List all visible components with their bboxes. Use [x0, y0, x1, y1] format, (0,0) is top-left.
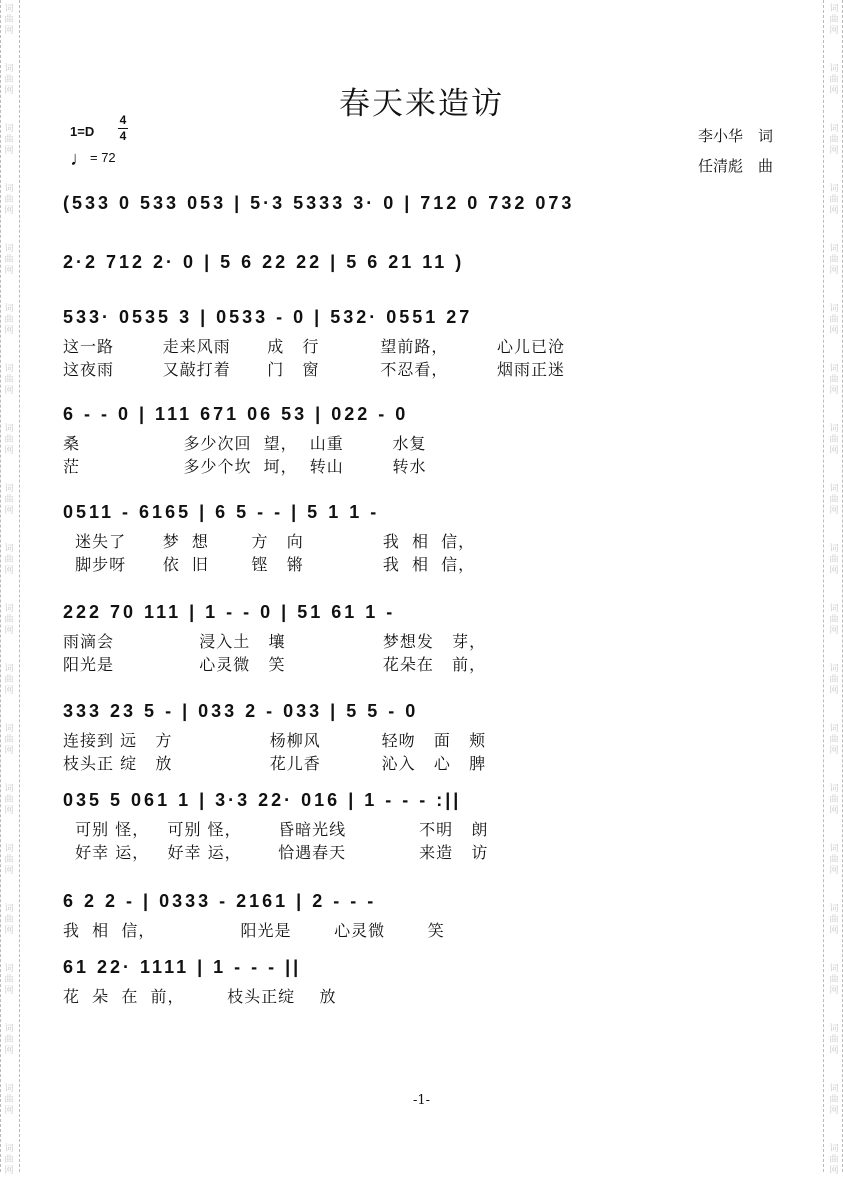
watermark-char: 词 [829, 904, 839, 914]
watermark-char: 曲 [829, 1035, 839, 1045]
watermark-text [825, 544, 843, 577]
watermark-char: 词 [829, 364, 839, 374]
watermark-char: 词 [4, 64, 14, 74]
watermark-char: 网 [829, 386, 839, 396]
watermark-char: 曲 [829, 975, 839, 985]
watermark-char: 网 [829, 26, 839, 36]
watermark-text [0, 904, 18, 937]
watermark-char: 网 [829, 926, 839, 936]
watermark-char: 网 [829, 446, 839, 456]
watermark-text [825, 964, 843, 997]
watermark-char: 曲 [4, 615, 14, 625]
time-sig-bottom: 4 [119, 129, 127, 143]
watermark-char: 曲 [829, 195, 839, 205]
watermark-char: 曲 [4, 915, 14, 925]
watermark-text [825, 604, 843, 637]
watermark-char: 曲 [829, 735, 839, 745]
watermark-text [825, 664, 843, 697]
watermark-char: 网 [4, 86, 14, 96]
song-title: 春天来造访 [339, 86, 504, 122]
watermark-char: 网 [4, 686, 14, 696]
notation-line: 6 - - 0 | 111 671 06 53 | 022 - 0 [63, 404, 409, 424]
watermark-char: 曲 [4, 975, 14, 985]
watermark-char: 词 [829, 184, 839, 194]
watermark-char: 网 [4, 806, 14, 816]
watermark-char: 曲 [4, 195, 14, 205]
watermark-char: 曲 [4, 1095, 14, 1105]
watermark-char: 曲 [829, 375, 839, 385]
watermark-char: 网 [4, 206, 14, 216]
watermark-char: 网 [829, 686, 839, 696]
key-signature: 1=D [70, 124, 95, 139]
watermark-text [825, 904, 843, 937]
lyric-verse-2: 枝头正 绽 放 花儿香 沁入 心 脾 [63, 754, 487, 773]
watermark-char: 网 [4, 1046, 14, 1056]
time-signature [117, 114, 129, 143]
watermark-char: 网 [4, 866, 14, 876]
watermark-char: 曲 [4, 435, 14, 445]
watermark-char: 词 [829, 1084, 839, 1094]
watermark-char: 词 [829, 244, 839, 254]
watermark-text [0, 424, 18, 457]
notation-line: 533· 0535 3 | 0533 - 0 | 532· 0551 27 [63, 307, 473, 327]
lyric-verse-1: 这一路 走来风雨 成 行 望前路， 心儿已沧 [63, 337, 566, 356]
watermark-text [0, 844, 18, 877]
watermark-text [0, 364, 18, 397]
time-sig-top: 4 [119, 113, 127, 127]
notation-line: 035 5 061 1 | 3·3 22· 016 | 1 - - - :|| [63, 790, 462, 810]
watermark-char: 曲 [829, 855, 839, 865]
watermark-char: 网 [829, 566, 839, 576]
watermark-char: 网 [4, 986, 14, 996]
watermark-char: 曲 [829, 495, 839, 505]
watermark-char: 词 [4, 364, 14, 374]
watermark-text [0, 124, 18, 157]
watermark-char: 曲 [4, 255, 14, 265]
watermark-char: 网 [4, 746, 14, 756]
watermark-char: 词 [829, 4, 839, 14]
watermark-char: 网 [829, 746, 839, 756]
watermark-char: 曲 [4, 735, 14, 745]
tempo-value: = 72 [90, 150, 116, 165]
watermark-text [825, 1024, 843, 1057]
watermark-char: 词 [829, 784, 839, 794]
tempo-marking [70, 148, 116, 171]
watermark-char: 曲 [4, 75, 14, 85]
watermark-char: 曲 [829, 435, 839, 445]
watermark-char: 网 [4, 446, 14, 456]
lyric-verse-1: 桑 多少次回 望， 山重 水复 [63, 434, 427, 453]
watermark-char: 网 [829, 206, 839, 216]
watermark-char: 曲 [4, 495, 14, 505]
watermark-char: 词 [829, 544, 839, 554]
watermark-char: 网 [829, 986, 839, 996]
watermark-char: 词 [4, 184, 14, 194]
watermark-char: 词 [829, 304, 839, 314]
watermark-text [0, 184, 18, 217]
watermark-char: 词 [4, 1144, 14, 1154]
lyric-verse-1: 可别 怪， 可别 怪， 昏暗光线 不明 朗 [63, 820, 489, 839]
watermark-text [825, 844, 843, 877]
watermark-char: 曲 [829, 75, 839, 85]
notation-line: 222 70 111 | 1 - - 0 | 51 61 1 - [63, 602, 396, 622]
watermark-char: 词 [4, 544, 14, 554]
watermark-text [0, 4, 18, 37]
watermark-char: 曲 [829, 135, 839, 145]
watermark-char: 曲 [829, 915, 839, 925]
watermark-char: 词 [829, 844, 839, 854]
watermark-char: 网 [829, 266, 839, 276]
watermark-char: 网 [4, 146, 14, 156]
watermark-char: 网 [4, 266, 14, 276]
watermark-char: 词 [829, 64, 839, 74]
watermark-char: 词 [4, 904, 14, 914]
watermark-char: 词 [4, 484, 14, 494]
watermark-char: 曲 [4, 795, 14, 805]
lyricist-credit: 李小华 词 [697, 127, 773, 145]
notation-line: 2·2 712 2· 0 | 5 6 22 22 | 5 6 21 11 ) [63, 252, 465, 272]
watermark-char: 曲 [4, 1035, 14, 1045]
watermark-char: 词 [829, 124, 839, 134]
watermark-char: 曲 [829, 315, 839, 325]
watermark-char: 曲 [4, 675, 14, 685]
notation-line: (533 0 533 053 | 5·3 5333 3· 0 | 712 0 732 073 [63, 193, 575, 213]
notation-line: 0511 - 6165 | 6 5 - - | 5 1 1 - [63, 502, 380, 522]
page-number: -1- [412, 1093, 431, 1108]
watermark-char: 网 [4, 926, 14, 936]
watermark-char: 网 [829, 1106, 839, 1116]
watermark-char: 网 [829, 506, 839, 516]
watermark-text [0, 664, 18, 697]
watermark-char: 曲 [4, 855, 14, 865]
watermark-char: 网 [4, 626, 14, 636]
watermark-char: 曲 [829, 615, 839, 625]
notation-line: 333 23 5 - | 033 2 - 033 | 5 5 - 0 [63, 701, 419, 721]
watermark-text [825, 784, 843, 817]
watermark-char: 网 [4, 326, 14, 336]
watermark-text [825, 124, 843, 157]
watermark-text [825, 304, 843, 337]
watermark-char: 网 [829, 626, 839, 636]
watermark-char: 网 [4, 386, 14, 396]
watermark-char: 曲 [4, 15, 14, 25]
watermark-char: 词 [829, 484, 839, 494]
watermark-char: 曲 [4, 555, 14, 565]
watermark-char: 词 [4, 724, 14, 734]
watermark-char: 网 [829, 86, 839, 96]
watermark-char: 曲 [829, 675, 839, 685]
watermark-text [825, 184, 843, 217]
lyric-verse-1: 迷失了 梦 想 方 向 我 相 信， [63, 532, 476, 551]
watermark-text [0, 784, 18, 817]
watermark-text [0, 304, 18, 337]
lyric-verse-2: 脚步呀 依 旧 铿 锵 我 相 信， [63, 555, 476, 574]
lyric-verse-2: 这夜雨 又敲打着 门 窗 不忍看， 烟雨正迷 [63, 360, 566, 379]
watermark-char: 词 [829, 1024, 839, 1034]
watermark-char: 词 [4, 4, 14, 14]
watermark-text [0, 604, 18, 637]
watermark-char: 词 [4, 304, 14, 314]
lyric-verse-2: 茫 多少个坎 坷， 转山 转水 [63, 457, 427, 476]
lyric-verse-1: 雨滴会 浸入土 壤 梦想发 芽， [63, 632, 487, 651]
watermark-text [825, 4, 843, 37]
watermark-char: 曲 [4, 375, 14, 385]
watermark-char: 词 [4, 244, 14, 254]
watermark-text [0, 544, 18, 577]
watermark-char: 网 [829, 806, 839, 816]
notation-line: 6 2 2 - | 0333 - 2161 | 2 - - - [63, 891, 377, 911]
watermark-text [825, 1144, 843, 1177]
watermark-char: 网 [4, 506, 14, 516]
quarter-note-icon: ♩ [70, 148, 90, 170]
watermark-text [825, 724, 843, 757]
watermark-char: 网 [4, 26, 14, 36]
watermark-char: 词 [829, 664, 839, 674]
watermark-char: 曲 [829, 555, 839, 565]
watermark-char: 词 [829, 724, 839, 734]
watermark-char: 网 [829, 1046, 839, 1056]
watermark-text [825, 244, 843, 277]
watermark-char: 词 [4, 424, 14, 434]
watermark-char: 曲 [829, 1095, 839, 1105]
lyric-verse-1: 连接到 远 方 杨柳风 轻吻 面 颊 [63, 731, 487, 750]
watermark-text [0, 964, 18, 997]
watermark-char: 网 [4, 566, 14, 576]
watermark-char: 词 [829, 604, 839, 614]
watermark-char: 曲 [829, 15, 839, 25]
watermark-char: 网 [829, 1166, 839, 1176]
watermark-text [825, 424, 843, 457]
watermark-text [0, 724, 18, 757]
watermark-text [0, 244, 18, 277]
watermark-char: 词 [4, 1024, 14, 1034]
watermark-char: 词 [4, 604, 14, 614]
watermark-char: 词 [4, 964, 14, 974]
watermark-char: 曲 [829, 255, 839, 265]
watermark-char: 曲 [829, 1155, 839, 1165]
watermark-char: 曲 [4, 1155, 14, 1165]
watermark-char: 曲 [4, 315, 14, 325]
watermark-text [0, 1144, 18, 1177]
watermark-char: 网 [829, 146, 839, 156]
watermark-char: 网 [829, 326, 839, 336]
watermark-text [825, 484, 843, 517]
watermark-char: 网 [4, 1106, 14, 1116]
lyric-verse-2: 好幸 运， 好幸 运， 恰遇春天 来造 访 [63, 843, 489, 862]
watermark-char: 词 [4, 1084, 14, 1094]
notation-line: 61 22· 1111 | 1 - - - || [63, 957, 302, 977]
watermark-char: 词 [829, 964, 839, 974]
watermark-text [825, 364, 843, 397]
watermark-text [0, 1024, 18, 1057]
watermark-char: 词 [4, 784, 14, 794]
watermark-char: 网 [829, 866, 839, 876]
lyric-verse-2: 阳光是 心灵微 笑 花朵在 前， [63, 655, 487, 674]
watermark-char: 网 [4, 1166, 14, 1176]
watermark-char: 词 [4, 844, 14, 854]
watermark-char: 曲 [4, 135, 14, 145]
watermark-char: 词 [4, 664, 14, 674]
watermark-char: 词 [829, 424, 839, 434]
lyric-verse-1: 我 相 信， 阳光是 心灵微 笑 [63, 921, 445, 940]
watermark-char: 曲 [829, 795, 839, 805]
watermark-text [0, 484, 18, 517]
watermark-char: 词 [829, 1144, 839, 1154]
lyric-verse-1: 花 朵 在 前， 枝头正绽 放 [63, 987, 337, 1006]
watermark-char: 词 [4, 124, 14, 134]
composer-credit: 任清彪 曲 [697, 157, 773, 175]
